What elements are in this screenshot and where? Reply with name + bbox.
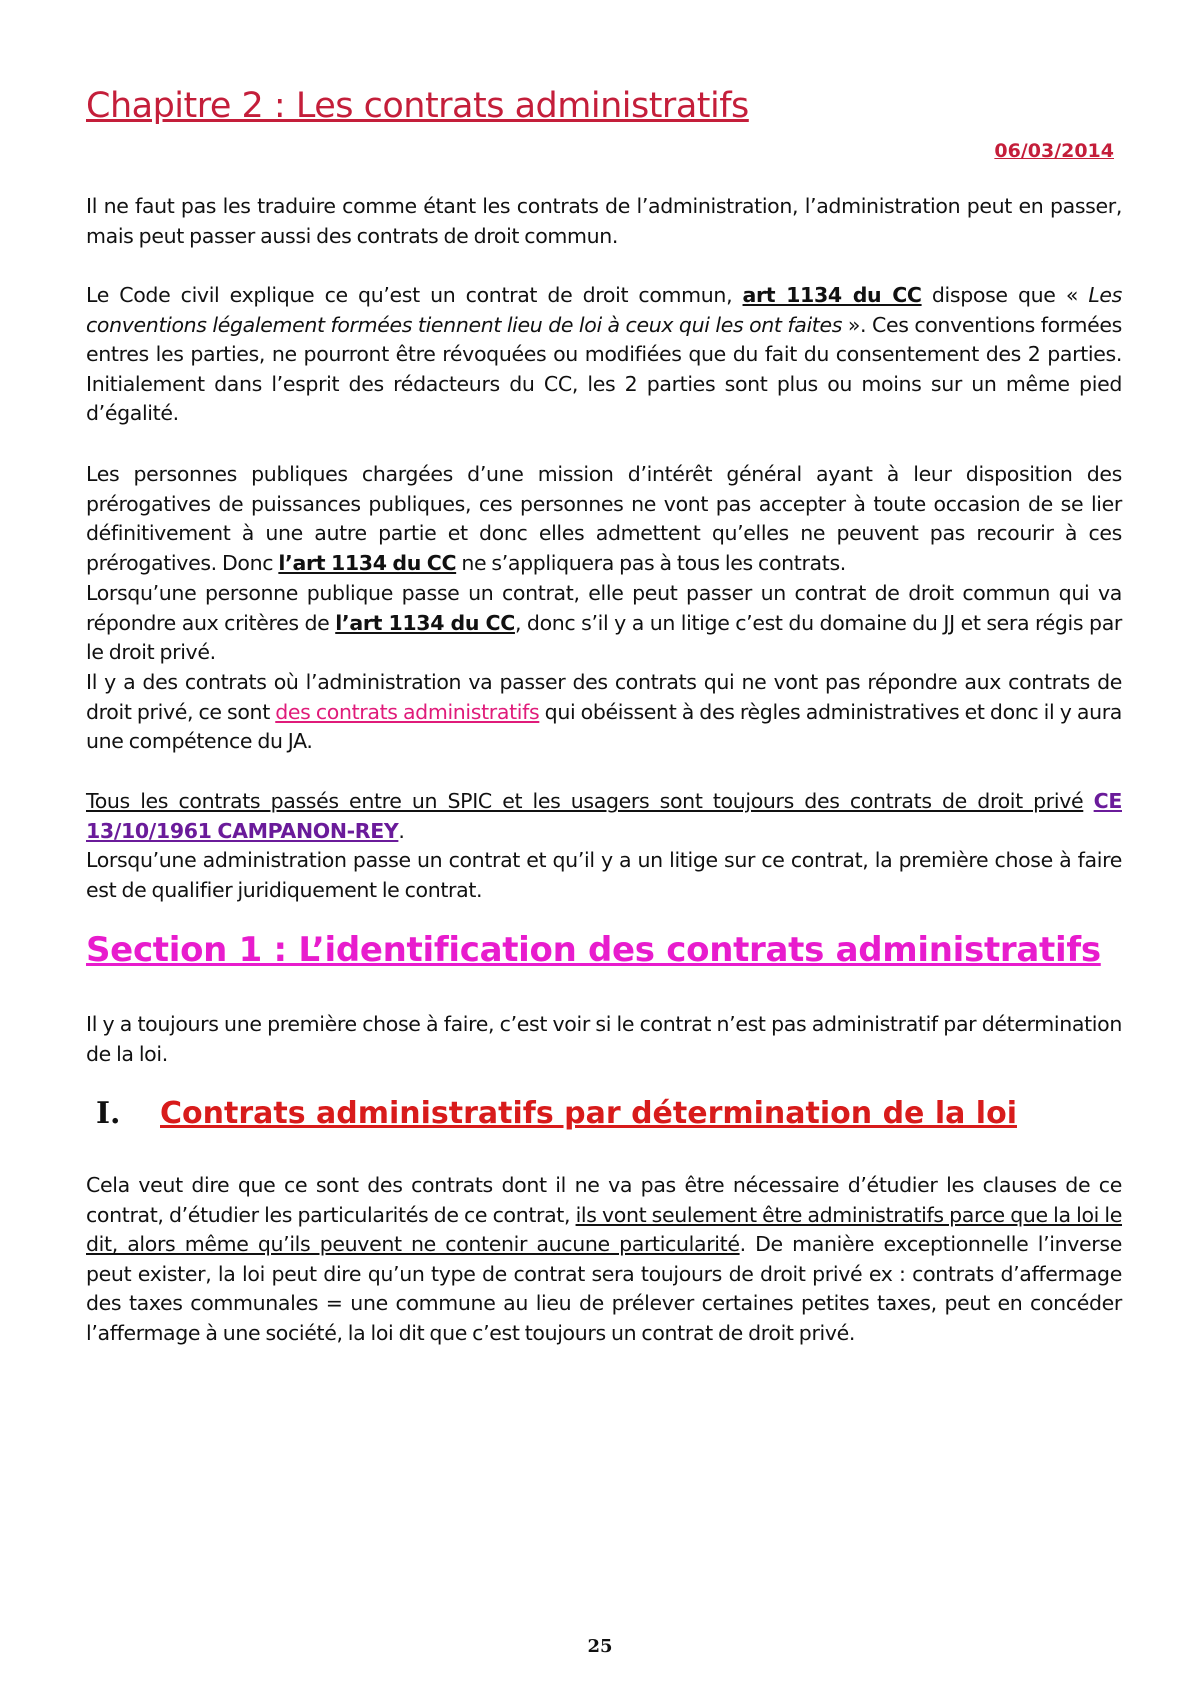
text: Lorsqu’une personne publique passe un contrat, elle peut passer un contrat de droit commun qui va répondre aux critères de: [86, 581, 1122, 635]
underlined-text: ils vont seulement être administratifs parce que la loi le dit, alors même qu’ils peuvent ne contenir aucune particularité: [86, 1202, 1122, 1256]
underlined-text: Tous les contrats passés entre un SPIC et les usagers sont toujours des contrats de droit privé: [86, 789, 1084, 813]
paragraph-qualification: Lorsqu’une administration passe un contrat et qu’il y a un litige sur ce contrat, la première chose à faire est de qualifier juridiquement le contrat.: [86, 848, 1122, 902]
page-number: 25: [587, 1636, 613, 1657]
legal-reference: l’art 1134 du CC: [335, 610, 515, 635]
subsection-number: I.: [96, 1096, 121, 1131]
text: Il y a des contrats où l’administration va passer des contrats qui ne vont pas répondre aux contrats de droit privé, ce sont: [86, 670, 1122, 724]
text: Les personnes publiques chargées d’une mission d’intérêt général ayant à leur disposition des prérogatives de puissances publiques, ces personnes ne vont pas accepter à toute occasion de se lier définitivement à une autre partie et donc elles admettent qu’elles ne peuvent pas recourir à ces prérogatives. Donc: [86, 462, 1122, 575]
paragraph-personnes-publiques: [86, 460, 1122, 578]
text: qui obéissent à des règles administratives et donc il y aura une compétence du JA.: [86, 699, 1122, 753]
subsection-title: Contrats administratifs par détermination de la loi: [160, 1096, 1017, 1131]
quote: Les conventions légalement formées tiennent lieu de loi à ceux qui les ont faites: [86, 283, 1122, 337]
date: 06/03/2014: [994, 140, 1114, 162]
legal-reference: art 1134 du CC: [742, 283, 922, 307]
space: [1083, 789, 1093, 813]
section-title: Section 1 : L’identification des contrats administratifs: [86, 930, 1101, 970]
text: . De manière exceptionnelle l’inverse peut exister, la loi peut dire qu’un type de contrat sera toujours de droit privé ex : contrats d’affermage des taxes communales = une commune au lieu de prélever certaines petites taxes, peut en concéder l’affermage à une société, la loi dit que c’est toujours un contrat de droit privé.: [86, 1232, 1122, 1345]
paragraph-intro: Il ne faut pas les traduire comme étant les contrats de l’administration, l’administration peut en passer, mais peut passer aussi des contrats de droit commun.: [86, 194, 1122, 248]
subsection-heading: [96, 1096, 1017, 1131]
text: ». Ces conventions formées entres les parties, ne pourront être révoquées ou modifiées que du fait du consentement des 2 parties. Initialement dans l’esprit des rédacteurs du CC, les 2 parties sont plus ou moins sur un même pied d’égalité.: [86, 312, 1122, 425]
text: , donc s’il y a un litige c’est du domaine du JJ et sera régis par le droit privé.: [86, 610, 1122, 664]
text: ne s’appliquera pas à tous les contrats.: [456, 550, 846, 575]
chapter-title: Chapitre 2 : Les contrats administratifs: [86, 86, 749, 126]
paragraph-contrat-droit-commun: [86, 579, 1122, 668]
text: Cela veut dire que ce sont des contrats dont il ne va pas être nécessaire d’étudier les clauses de ce contrat, d’étudier les particularités de ce contrat,: [86, 1173, 1122, 1227]
paragraph-contrats-administratifs: [86, 668, 1122, 757]
legal-reference: l’art 1134 du CC: [278, 550, 457, 575]
paragraph-section-intro: Il y a toujours une première chose à faire, c’est voir si le contrat n’est pas administratif par détermination de la loi.: [86, 1012, 1122, 1066]
text: .: [398, 818, 405, 843]
text: Le Code civil explique ce qu’est un contrat de droit commun,: [86, 283, 743, 307]
paragraph-spic: [86, 787, 1122, 846]
paragraph-determination-loi: [86, 1171, 1122, 1348]
paragraph-code-civil: [86, 281, 1122, 429]
text: dispose que «: [921, 283, 1089, 307]
highlight-link[interactable]: des contrats administratifs: [275, 699, 540, 724]
jurisprudence-reference[interactable]: CE 13/10/1961 CAMPANON-REY: [86, 789, 1122, 843]
